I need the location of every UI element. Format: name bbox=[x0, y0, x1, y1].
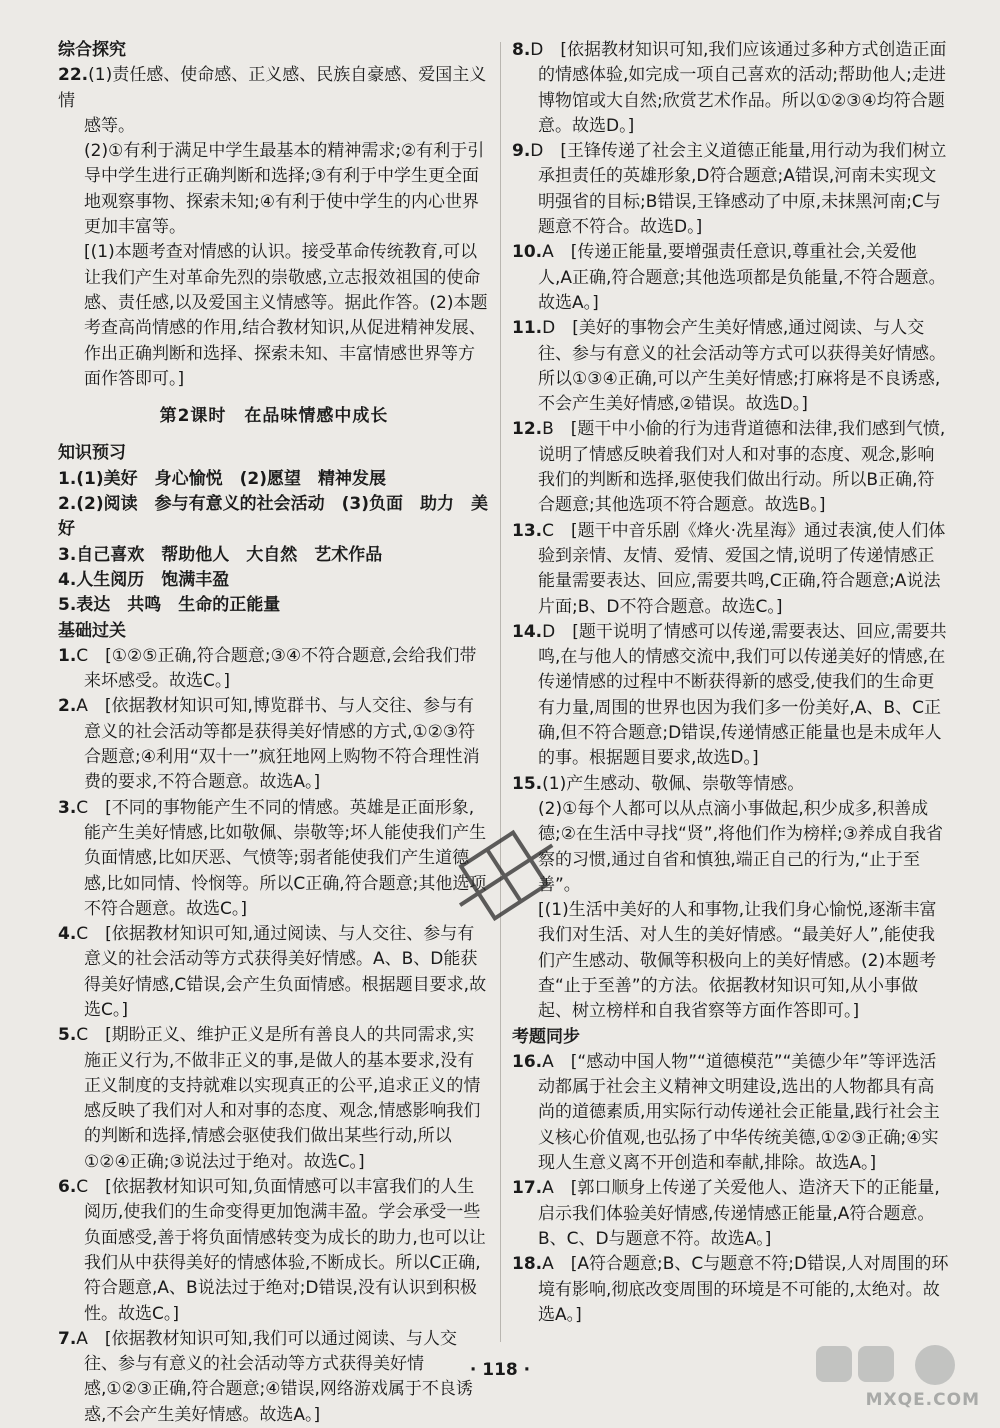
answer-item bbox=[512, 38, 950, 139]
answer-text: D [美好的事物会产生美好情感,通过阅读、与人交往、参与有意义的社会活动等方式可以获得美好情感。所以①③④正确,可以产生美好情感;打麻将是不良诱惑,不会产生美好情感,②错误。故选D。] bbox=[538, 318, 946, 415]
item-number: 2. bbox=[58, 696, 77, 717]
answer-item bbox=[512, 417, 950, 518]
answer-item bbox=[58, 1023, 490, 1175]
answers-8-14 bbox=[512, 38, 950, 772]
item-number: 22. bbox=[58, 65, 89, 86]
item-number: 9. bbox=[512, 141, 531, 162]
answer-item bbox=[512, 316, 950, 417]
answer-text: (1)产生感动、敬佩、崇敬等情感。 bbox=[542, 773, 805, 794]
item-number: 12. bbox=[512, 419, 543, 440]
answer-text: (2)①每个人都可以从点滴小事做起,积少成多,积善成德;②在生活中寻找“贤”,将他们作为榜样;③养成自我省察的习惯,通过自省和慎独,端正自己的行为,“止于至善”。 bbox=[538, 798, 943, 895]
section-title-preview: 知识预习 bbox=[58, 443, 126, 464]
answer-text: A [依据教材知识可知,我们可以通过阅读、与人交往、参与有意义的社会活动等方式获得美好情感,①②③正确,符合题意;④错误,网络游戏属于不良诱惑,不会产生美好情感。故选A。] bbox=[76, 1328, 473, 1425]
answer-text: A [传递正能量,要增强责任意识,尊重社会,关爱他人,A正确,符合题意;其他选项都是负能量,不符合题意。故选A。] bbox=[538, 242, 946, 313]
answer-item bbox=[58, 922, 490, 1023]
answer-item bbox=[58, 644, 490, 695]
item-number: 16. bbox=[512, 1051, 543, 1072]
answer-text: A [郭口顺身上传递了关爱他人、造济天下的正能量,启示我们体验美好情感,传递情感正能量,A符合题意。B、C、D与题意不符。故选A。] bbox=[538, 1178, 940, 1249]
answer-item bbox=[512, 519, 950, 620]
preview-item: 5.表达 共鸣 生命的正能量 bbox=[58, 595, 281, 616]
answers-16-18 bbox=[512, 1050, 950, 1328]
answer-item bbox=[512, 1176, 950, 1252]
watermark-text: MXQE.COM bbox=[865, 1390, 980, 1410]
answer-item bbox=[512, 1252, 950, 1328]
answer-item bbox=[58, 1175, 490, 1327]
lesson-title: 第2课时 在品味情感中成长 bbox=[159, 406, 389, 427]
preview-item: 4.人生阅历 饱满丰盈 bbox=[58, 569, 230, 590]
watermark-logo bbox=[810, 1340, 980, 1390]
preview-item: 2.(2)阅读 参与有意义的社会活动 (3)负面 助力 美好 bbox=[58, 494, 489, 540]
item-number: 8. bbox=[512, 40, 531, 60]
item-number: 10. bbox=[512, 242, 543, 263]
answer-item bbox=[58, 694, 490, 795]
item-number: 1. bbox=[58, 645, 77, 666]
item-number: 6. bbox=[58, 1177, 77, 1198]
answer-text: C [①②⑤正确,符合题意;③④不符合题意,会给我们带来坏感受。故选C。] bbox=[76, 645, 477, 692]
answer-text: B [题干中小偷的行为违背道德和法律,我们感到气愤,说明了情感反映着我们对人和对事的态度、观念,影响我们的判断和选择,驱使我们做出行动。所以B正确,符合题意;其他选项不符合题意。故选B。] bbox=[538, 419, 946, 516]
item-number: 7. bbox=[58, 1328, 77, 1349]
preview-list bbox=[58, 467, 490, 619]
answer-text: D [王锋传递了社会主义道德正能量,用行动为我们树立承担责任的英雄形象,D符合题意;A错误,河南未实现文明强省的目标;B错误,王锋感动了中原,未抹黑河南;C与题意不符合。故选D。] bbox=[530, 141, 947, 238]
item-number: 14. bbox=[512, 621, 543, 642]
item-number: 15. bbox=[512, 773, 543, 794]
preview-item: 3.自己喜欢 帮助他人 大自然 艺术作品 bbox=[58, 544, 383, 565]
item-number: 3. bbox=[58, 797, 77, 818]
answer-text: C [不同的事物能产生不同的情感。英雄是正面形象,能产生美好情感,比如敬佩、崇敬等;坏人能使我们产生负面情感,比如厌恶、气愤等;弱者能使我们产生道德感,比如同情、怜悯等。所以C正确,符合题意;其他选项不符合题意。故选C。] bbox=[76, 797, 487, 919]
preview-item: 1.(1)美好 身心愉悦 (2)愿望 精神发展 bbox=[58, 468, 387, 489]
answer-text: A [“感动中国人物”“道德模范”“美德少年”等评选活动都属于社会主义精神文明建设,选出的人物都具有高尚的道德素质,用实际行动传递社会正能量,践行社会主义核心价值观,也弘扬了中华传统美德,①②③正确;④实现人生意义离不开创造和奉献,排除。故选A。] bbox=[538, 1051, 940, 1174]
site-watermark bbox=[810, 1340, 980, 1410]
answer-text: A [依据教材知识可知,博览群书、与人交往、参与有意义的社会活动等都是获得美好情感的方式,①②③符合题意;④利用“双十一”疯狂地网上购物不符合理性消费的要求,不符合题意。故选A。] bbox=[76, 696, 480, 793]
answer-item bbox=[512, 139, 950, 240]
answer-text: C [依据教材知识可知,负面情感可以丰富我们的人生阅历,使我们的生命变得更加饱满丰盈。学会承受一些负面感受,善于将负面情感转变为成长的助力,也可以让我们从中获得美好的情感体验,不断成长。所以C正确,符合题意,A、B说法过于绝对;D错误,没有认识到积极性。故选C。] bbox=[76, 1177, 486, 1324]
explanation-text: [(1)本题考查对情感的认识。接受革命传统教育,可以让我们产生对革命先烈的崇敬感,立志报效祖国的使命感、责任感,以及爱国主义情感等。据此作答。(2)本题考查高尚情感的作用,结合教材知识,从促进精神发展、作出正确判断和选择、探索未知、丰富情感世界等方面作答即可。] bbox=[84, 242, 488, 389]
right-column bbox=[512, 38, 950, 1328]
explanation-text: [(1)生活中美好的人和事物,让我们身心愉悦,逐渐丰富我们对生活、对人生的美好情感。“最美好人”,能使我们产生感动、敬佩等积极向上的美好情感。(2)本题考查“止于至善”的方法。依据教材知识可知,从小事做起、树立榜样和自我省察等方面作答即可。] bbox=[538, 900, 937, 1022]
item-number: 13. bbox=[512, 520, 543, 541]
question-22 bbox=[58, 63, 490, 392]
answer-text: (1)责任感、使命感、正义感、民族自豪感、爱国主义情 bbox=[58, 65, 487, 111]
answer-text: C [题干中音乐剧《烽火·冼星海》通过表演,使人们体验到亲情、友情、爱情、爱国之情,说明了传递情感正能量需要表达、回应,需要共鸣,C正确,符合题意;A说法片面;B、D不符合题意。故选C。] bbox=[538, 520, 946, 617]
section-title-exam: 考题同步 bbox=[512, 1026, 580, 1047]
answer-item bbox=[512, 1050, 950, 1176]
column-divider bbox=[500, 42, 501, 1342]
item-number: 18. bbox=[512, 1254, 543, 1275]
page-number: · 118 · bbox=[469, 1360, 531, 1380]
item-number: 5. bbox=[58, 1025, 77, 1046]
section-title-comprehensive: 综合探究 bbox=[58, 40, 126, 60]
answer-text: 感等。 bbox=[84, 115, 135, 136]
basic-answers bbox=[58, 644, 490, 1428]
item-number: 17. bbox=[512, 1178, 543, 1199]
answer-text: D [依据教材知识可知,我们应该通过多种方式创造正面的情感体验,如完成一项自己喜欢的活动;帮助他人;走进博物馆或大自然;欣赏艺术作品。所以①②③④均符合题意。故选D。] bbox=[530, 40, 947, 136]
item-number: 11. bbox=[512, 318, 543, 339]
answer-text: C [依据教材知识可知,通过阅读、与人交往、参与有意义的社会活动等方式获得美好情感。A、B、D能获得美好情感,C错误,会产生负面情感。根据题目要求,故选C。] bbox=[76, 924, 487, 1020]
answer-item bbox=[512, 620, 950, 772]
item-number: 4. bbox=[58, 924, 77, 945]
left-column bbox=[58, 38, 490, 1428]
answer-text: A [A符合题意;B、C与题意不符;D错误,人对周围的环境有影响,彻底改变周围的环境是不可能的,太绝对。故选A。] bbox=[538, 1254, 949, 1325]
answer-text: D [题干说明了情感可以传递,需要表达、回应,需要共鸣,在与他人的情感交流中,我们可以传递美好的情感,在传递情感的过程中不断获得新的感受,使我们的生命更有力量,周围的世界也因为我们多一份美好,A、B、C正确,但不符合题意;D错误,传递情感正能量也是未成年人的事。根据题目要求,故选D。] bbox=[538, 621, 947, 769]
section-title-basic: 基础过关 bbox=[58, 620, 126, 641]
answer-item bbox=[512, 240, 950, 316]
answer-text: (2)①有利于满足中学生最基本的精神需求;②有利于引导中学生进行正确判断和选择;③有利于中学生更全面地观察事物、探索未知;④有利于使中学生的内心世界更加丰富等。 bbox=[84, 141, 485, 238]
answer-text: C [期盼正义、维护正义是所有善良人的共同需求,实施正义行为,不做非正义的事,是做人的基本要求,没有正义制度的支持就难以实现真正的公平,追求正义的情感反映了我们对人和对事的态度、观念,情感影响我们的判断和选择,情感会驱使我们做出某些行动,所以①②④正确;③说法过于绝对。故选C。] bbox=[76, 1025, 481, 1172]
